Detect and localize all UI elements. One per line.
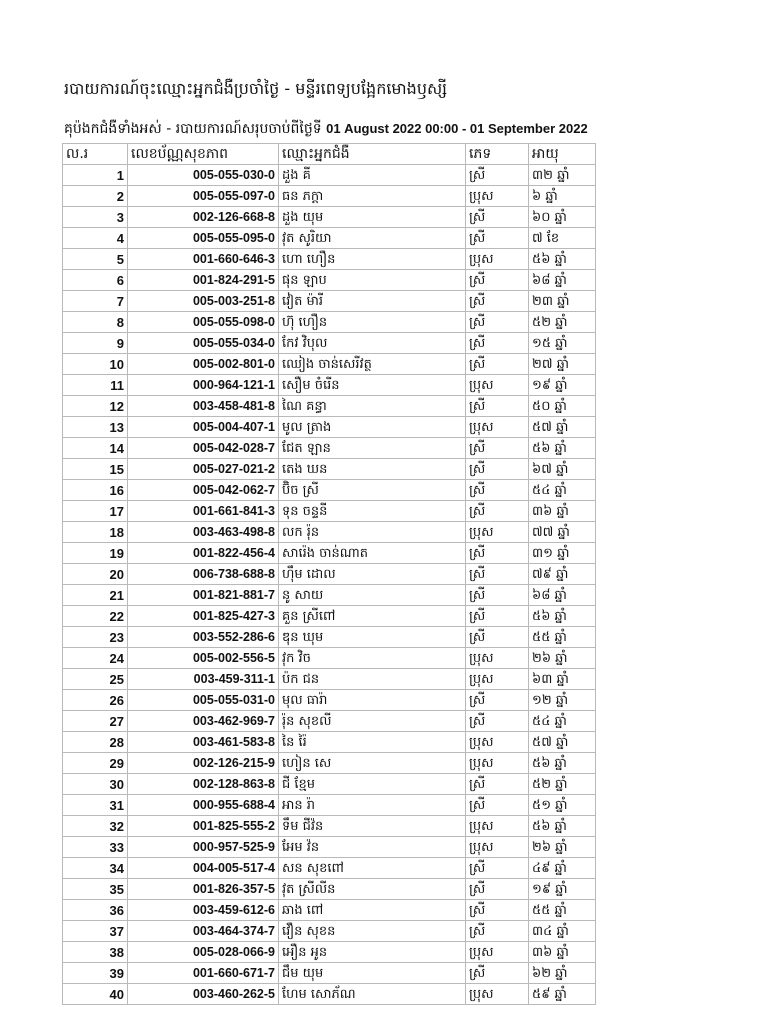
cell-no: 13 xyxy=(63,417,128,438)
cell-sex: ស្រី xyxy=(466,333,529,354)
cell-sex: ប្រុស xyxy=(466,375,529,396)
table-row xyxy=(63,837,596,858)
subtitle-prefix: គុប៉ងកជំងឺទាំងអស់ - របាយការណ៍សរុបចាប់ពីថ្ងៃទី xyxy=(64,121,322,137)
table-row xyxy=(63,984,596,1005)
cell-patient-name: ឌុន ឃុម xyxy=(279,627,466,648)
cell-sex: ប្រុស xyxy=(466,942,529,963)
cell-health-card-id: 003-461-583-8 xyxy=(128,732,279,753)
cell-no: 19 xyxy=(63,543,128,564)
cell-age: ៣៦ ឆ្នាំ xyxy=(529,942,596,963)
cell-no: 16 xyxy=(63,480,128,501)
cell-sex: ស្រី xyxy=(466,711,529,732)
cell-sex: ស្រី xyxy=(466,858,529,879)
table-row xyxy=(63,942,596,963)
cell-age: ៥២ ឆ្នាំ xyxy=(529,774,596,795)
cell-health-card-id: 001-824-291-5 xyxy=(128,270,279,291)
cell-health-card-id: 005-055-034-0 xyxy=(128,333,279,354)
table-row xyxy=(63,186,596,207)
cell-health-card-id: 001-661-841-3 xyxy=(128,501,279,522)
cell-health-card-id: 002-128-863-8 xyxy=(128,774,279,795)
cell-patient-name: វៀត ម៉ារី xyxy=(279,291,466,312)
cell-sex: ប្រុស xyxy=(466,669,529,690)
cell-health-card-id: 005-042-028-7 xyxy=(128,438,279,459)
cell-age: ៥០ ឆ្នាំ xyxy=(529,396,596,417)
cell-no: 3 xyxy=(63,207,128,228)
table-row xyxy=(63,690,596,711)
cell-patient-name: ហែម សោភ័ណ xyxy=(279,984,466,1005)
cell-age: ៥៧ ឆ្នាំ xyxy=(529,417,596,438)
cell-health-card-id: 005-055-095-0 xyxy=(128,228,279,249)
cell-health-card-id: 001-660-646-3 xyxy=(128,249,279,270)
cell-health-card-id: 005-055-097-0 xyxy=(128,186,279,207)
cell-no: 27 xyxy=(63,711,128,732)
table-row xyxy=(63,417,596,438)
cell-age: ៥៦ ឆ្នាំ xyxy=(529,753,596,774)
cell-sex: ស្រី xyxy=(466,627,529,648)
table-row xyxy=(63,270,596,291)
table-row xyxy=(63,669,596,690)
cell-health-card-id: 005-055-031-0 xyxy=(128,690,279,711)
cell-patient-name: ប៊ិច ស្រី xyxy=(279,480,466,501)
cell-age: ៦៨ ឆ្នាំ xyxy=(529,270,596,291)
table-row xyxy=(63,438,596,459)
cell-age: ៦៣ ឆ្នាំ xyxy=(529,669,596,690)
cell-sex: ស្រី xyxy=(466,270,529,291)
cell-no: 15 xyxy=(63,459,128,480)
cell-sex: ស្រី xyxy=(466,564,529,585)
table-row xyxy=(63,606,596,627)
col-header-id: លេខប័ណ្ណសុខភាព xyxy=(128,144,279,165)
cell-health-card-id: 001-821-881-7 xyxy=(128,585,279,606)
table-row xyxy=(63,921,596,942)
table-row xyxy=(63,816,596,837)
cell-no: 1 xyxy=(63,165,128,186)
report-subtitle xyxy=(64,119,588,140)
cell-age: ៦៧ ឆ្នាំ xyxy=(529,459,596,480)
cell-no: 6 xyxy=(63,270,128,291)
table-row xyxy=(63,396,596,417)
cell-patient-name: គួន ស្រីពៅ xyxy=(279,606,466,627)
cell-no: 18 xyxy=(63,522,128,543)
cell-health-card-id: 006-738-688-8 xyxy=(128,564,279,585)
table-row xyxy=(63,165,596,186)
cell-sex: ស្រី xyxy=(466,396,529,417)
table-row xyxy=(63,627,596,648)
table-row xyxy=(63,333,596,354)
cell-patient-name: ប៉ក ជន xyxy=(279,669,466,690)
table-row xyxy=(63,795,596,816)
cell-health-card-id: 005-055-030-0 xyxy=(128,165,279,186)
cell-health-card-id: 002-126-668-8 xyxy=(128,207,279,228)
cell-patient-name: ទុន ចន្ទនី xyxy=(279,501,466,522)
cell-health-card-id: 003-552-286-6 xyxy=(128,627,279,648)
cell-patient-name: វុត ស្រីលីន xyxy=(279,879,466,900)
cell-health-card-id: 005-002-556-5 xyxy=(128,648,279,669)
cell-health-card-id: 004-005-517-4 xyxy=(128,858,279,879)
cell-no: 23 xyxy=(63,627,128,648)
cell-patient-name: សន សុខពៅ xyxy=(279,858,466,879)
cell-age: ៦៨ ឆ្នាំ xyxy=(529,585,596,606)
cell-patient-name: ដួង យុម xyxy=(279,207,466,228)
cell-sex: ស្រី xyxy=(466,690,529,711)
cell-age: ១៩ ឆ្នាំ xyxy=(529,879,596,900)
cell-no: 36 xyxy=(63,900,128,921)
cell-health-card-id: 003-463-498-8 xyxy=(128,522,279,543)
cell-sex: ប្រុស xyxy=(466,837,529,858)
cell-sex: ស្រី xyxy=(466,879,529,900)
cell-sex: ប្រុស xyxy=(466,984,529,1005)
cell-patient-name: ហ៊ុ ហឿន xyxy=(279,312,466,333)
patient-table xyxy=(62,143,596,1005)
cell-age: ៥៧ ឆ្នាំ xyxy=(529,732,596,753)
table-row xyxy=(63,753,596,774)
cell-age: ១៩ ឆ្នាំ xyxy=(529,375,596,396)
cell-no: 40 xyxy=(63,984,128,1005)
table-row xyxy=(63,249,596,270)
cell-no: 5 xyxy=(63,249,128,270)
table-row xyxy=(63,879,596,900)
table-row xyxy=(63,963,596,984)
cell-patient-name: សឿម ចំរើន xyxy=(279,375,466,396)
cell-patient-name: មុល ធារ៉ា xyxy=(279,690,466,711)
cell-age: ៥៦ ឆ្នាំ xyxy=(529,438,596,459)
cell-sex: ប្រុស xyxy=(466,186,529,207)
cell-health-card-id: 000-964-121-1 xyxy=(128,375,279,396)
cell-age: ៥១ ឆ្នាំ xyxy=(529,795,596,816)
cell-sex: ស្រី xyxy=(466,165,529,186)
cell-patient-name: តេង ឃន xyxy=(279,459,466,480)
cell-sex: ប្រុស xyxy=(466,249,529,270)
cell-patient-name: ផុន ឡាប xyxy=(279,270,466,291)
cell-age: ១៥ ឆ្នាំ xyxy=(529,333,596,354)
cell-age: ២៧ ឆ្នាំ xyxy=(529,354,596,375)
cell-no: 26 xyxy=(63,690,128,711)
cell-patient-name: លក រ៉ុន xyxy=(279,522,466,543)
cell-no: 2 xyxy=(63,186,128,207)
cell-patient-name: នៃ រ៉ៃ xyxy=(279,732,466,753)
cell-sex: ប្រុស xyxy=(466,648,529,669)
cell-sex: ស្រី xyxy=(466,900,529,921)
cell-patient-name: ជី ខ្មែម xyxy=(279,774,466,795)
cell-sex: ស្រី xyxy=(466,438,529,459)
cell-no: 39 xyxy=(63,963,128,984)
cell-patient-name: ណៃ គន្ធា xyxy=(279,396,466,417)
cell-patient-name: ហោ ហឿន xyxy=(279,249,466,270)
cell-no: 38 xyxy=(63,942,128,963)
cell-no: 7 xyxy=(63,291,128,312)
cell-no: 12 xyxy=(63,396,128,417)
cell-health-card-id: 001-826-357-5 xyxy=(128,879,279,900)
cell-patient-name: អឿន អូន xyxy=(279,942,466,963)
table-row xyxy=(63,312,596,333)
cell-health-card-id: 005-003-251-8 xyxy=(128,291,279,312)
cell-age: ៤៩ ឆ្នាំ xyxy=(529,858,596,879)
cell-sex: ស្រី xyxy=(466,543,529,564)
cell-age: ៦០ ឆ្នាំ xyxy=(529,207,596,228)
cell-health-card-id: 003-460-262-5 xyxy=(128,984,279,1005)
cell-sex: ប្រុស xyxy=(466,522,529,543)
cell-health-card-id: 001-825-555-2 xyxy=(128,816,279,837)
cell-health-card-id: 000-957-525-9 xyxy=(128,837,279,858)
col-header-no: ល.រ xyxy=(63,144,128,165)
cell-age: ៧៩ ឆ្នាំ xyxy=(529,564,596,585)
cell-no: 14 xyxy=(63,438,128,459)
cell-health-card-id: 001-825-427-3 xyxy=(128,606,279,627)
table-row xyxy=(63,207,596,228)
cell-no: 34 xyxy=(63,858,128,879)
cell-age: ៥៦ ឆ្នាំ xyxy=(529,249,596,270)
cell-no: 24 xyxy=(63,648,128,669)
cell-health-card-id: 003-459-612-6 xyxy=(128,900,279,921)
table-row xyxy=(63,858,596,879)
cell-health-card-id: 000-955-688-4 xyxy=(128,795,279,816)
table-row xyxy=(63,774,596,795)
cell-age: ៦២ ឆ្នាំ xyxy=(529,963,596,984)
table-header-row xyxy=(63,144,596,165)
cell-health-card-id: 005-055-098-0 xyxy=(128,312,279,333)
cell-patient-name: ធន ភក្តា xyxy=(279,186,466,207)
cell-age: ៥៤ ឆ្នាំ xyxy=(529,711,596,732)
table-row xyxy=(63,543,596,564)
cell-patient-name: ជែត ឡាន xyxy=(279,438,466,459)
cell-patient-name: វុត សូរិយា xyxy=(279,228,466,249)
cell-health-card-id: 003-462-969-7 xyxy=(128,711,279,732)
cell-sex: ស្រី xyxy=(466,501,529,522)
cell-no: 37 xyxy=(63,921,128,942)
cell-sex: ប្រុស xyxy=(466,753,529,774)
col-header-age: អាយុ xyxy=(529,144,596,165)
cell-age: ៣១ ឆ្នាំ xyxy=(529,543,596,564)
cell-health-card-id: 005-004-407-1 xyxy=(128,417,279,438)
table-row xyxy=(63,585,596,606)
cell-no: 17 xyxy=(63,501,128,522)
table-row xyxy=(63,522,596,543)
cell-health-card-id: 001-660-671-7 xyxy=(128,963,279,984)
cell-no: 32 xyxy=(63,816,128,837)
cell-no: 10 xyxy=(63,354,128,375)
cell-age: ១២ ឆ្នាំ xyxy=(529,690,596,711)
cell-health-card-id: 001-822-456-4 xyxy=(128,543,279,564)
cell-no: 31 xyxy=(63,795,128,816)
cell-age: ៥៩ ឆ្នាំ xyxy=(529,984,596,1005)
cell-sex: ស្រី xyxy=(466,921,529,942)
cell-patient-name: រ៉ុន សុខលី xyxy=(279,711,466,732)
table-row xyxy=(63,375,596,396)
cell-sex: ស្រី xyxy=(466,774,529,795)
cell-patient-name: ឆាង ពៅ xyxy=(279,900,466,921)
cell-no: 8 xyxy=(63,312,128,333)
cell-no: 33 xyxy=(63,837,128,858)
table-row xyxy=(63,564,596,585)
cell-health-card-id: 003-464-374-7 xyxy=(128,921,279,942)
cell-sex: ស្រី xyxy=(466,291,529,312)
cell-patient-name: វឿន សុខន xyxy=(279,921,466,942)
cell-no: 25 xyxy=(63,669,128,690)
cell-health-card-id: 005-042-062-7 xyxy=(128,480,279,501)
cell-age: ៦ ឆ្នាំ xyxy=(529,186,596,207)
cell-patient-name: ទឹម ជីវ៉ន xyxy=(279,816,466,837)
cell-age: ៥៤ ឆ្នាំ xyxy=(529,480,596,501)
cell-no: 9 xyxy=(63,333,128,354)
cell-no: 30 xyxy=(63,774,128,795)
cell-age: ៥៦ ឆ្នាំ xyxy=(529,816,596,837)
cell-patient-name: ហ៊ឹម ដោល xyxy=(279,564,466,585)
cell-age: ៧៧ ឆ្នាំ xyxy=(529,522,596,543)
cell-patient-name: កែវ វិបុល xyxy=(279,333,466,354)
cell-no: 29 xyxy=(63,753,128,774)
cell-age: ៥៥ ឆ្នាំ xyxy=(529,627,596,648)
table-row xyxy=(63,480,596,501)
cell-no: 11 xyxy=(63,375,128,396)
cell-patient-name: អាន រ៉ា xyxy=(279,795,466,816)
cell-no: 4 xyxy=(63,228,128,249)
cell-age: ៥៥ ឆ្នាំ xyxy=(529,900,596,921)
cell-sex: ស្រី xyxy=(466,354,529,375)
cell-sex: ប្រុស xyxy=(466,732,529,753)
cell-sex: ស្រី xyxy=(466,459,529,480)
cell-age: ៥៦ ឆ្នាំ xyxy=(529,606,596,627)
cell-age: ៥២ ឆ្នាំ xyxy=(529,312,596,333)
col-header-sex: ភេទ xyxy=(466,144,529,165)
cell-patient-name: ហៀន សេ xyxy=(279,753,466,774)
cell-sex: ប្រុស xyxy=(466,816,529,837)
cell-age: ២៣ ឆ្នាំ xyxy=(529,291,596,312)
cell-patient-name: អែម វ៉ន xyxy=(279,837,466,858)
table-row xyxy=(63,648,596,669)
col-header-name: ឈ្មោះអ្នកជំងឺ xyxy=(279,144,466,165)
cell-health-card-id: 003-459-311-1 xyxy=(128,669,279,690)
cell-patient-name: ឈៀង ចាន់សេរីវត្ថ xyxy=(279,354,466,375)
cell-health-card-id: 005-028-066-9 xyxy=(128,942,279,963)
cell-sex: ស្រី xyxy=(466,207,529,228)
table-row xyxy=(63,459,596,480)
cell-health-card-id: 005-027-021-2 xyxy=(128,459,279,480)
cell-sex: ប្រុស xyxy=(466,417,529,438)
cell-sex: ស្រី xyxy=(466,228,529,249)
table-row xyxy=(63,228,596,249)
table-row xyxy=(63,354,596,375)
cell-age: ៣៦ ឆ្នាំ xyxy=(529,501,596,522)
cell-sex: ស្រី xyxy=(466,312,529,333)
cell-patient-name: នូ សាយ xyxy=(279,585,466,606)
cell-age: ៣២ ឆ្នាំ xyxy=(529,165,596,186)
table-row xyxy=(63,711,596,732)
cell-patient-name: ជឹម យុម xyxy=(279,963,466,984)
table-row xyxy=(63,291,596,312)
cell-sex: ស្រី xyxy=(466,606,529,627)
cell-health-card-id: 005-002-801-0 xyxy=(128,354,279,375)
table-row xyxy=(63,732,596,753)
cell-health-card-id: 003-458-481-8 xyxy=(128,396,279,417)
cell-age: ៣៤ ឆ្នាំ xyxy=(529,921,596,942)
cell-no: 28 xyxy=(63,732,128,753)
cell-no: 35 xyxy=(63,879,128,900)
cell-age: ២៦ ឆ្នាំ xyxy=(529,837,596,858)
cell-age: ២៦ ឆ្នាំ xyxy=(529,648,596,669)
cell-sex: ស្រី xyxy=(466,585,529,606)
cell-patient-name: ដួង គី xyxy=(279,165,466,186)
cell-no: 21 xyxy=(63,585,128,606)
cell-sex: ស្រី xyxy=(466,480,529,501)
cell-sex: ស្រី xyxy=(466,963,529,984)
cell-no: 20 xyxy=(63,564,128,585)
cell-patient-name: មូល ត្រាង xyxy=(279,417,466,438)
table-row xyxy=(63,900,596,921)
cell-patient-name: សារ៉េង ចាន់ណាត xyxy=(279,543,466,564)
cell-health-card-id: 002-126-215-9 xyxy=(128,753,279,774)
cell-sex: ស្រី xyxy=(466,795,529,816)
table-row xyxy=(63,501,596,522)
cell-patient-name: វុក វិច xyxy=(279,648,466,669)
cell-age: ៧ ខែ xyxy=(529,228,596,249)
cell-no: 22 xyxy=(63,606,128,627)
date-range: 01 August 2022 00:00 - 01 September 2022 xyxy=(326,121,588,136)
report-title: របាយការណ៍ចុះឈ្មោះអ្នកជំងឺប្រចាំថ្ងៃ - មន្ទីរពេទ្យបង្អែកមោងឫស្សី xyxy=(64,79,447,98)
